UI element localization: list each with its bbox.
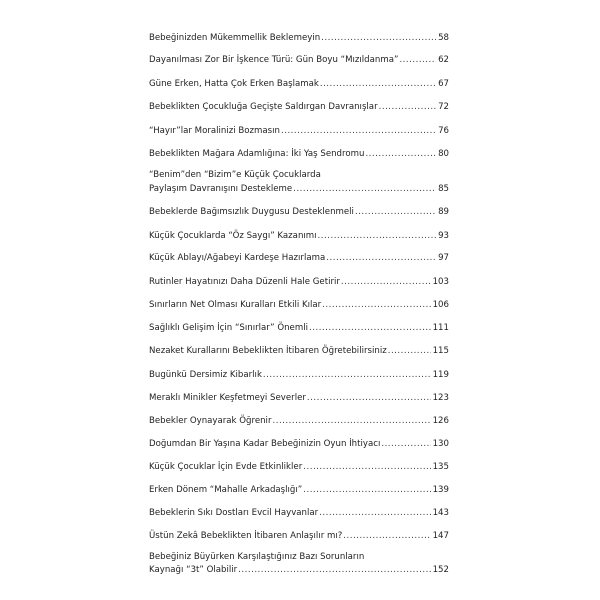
toc-entry (149, 393, 449, 404)
dot-leader (303, 485, 430, 496)
toc-entry (149, 102, 449, 113)
toc-entry (149, 207, 449, 218)
toc-entry-title-line1: “Benim”den “Bizim”e Küçük Çocuklarda (149, 170, 321, 180)
toc-entry-title: Nezaket Kurallarını Bebeklikten İtibaren Öğretebilirsiniz (149, 346, 387, 356)
dot-leader (326, 253, 436, 264)
toc-entry-title: Doğumdan Bir Yaşına Kadar Bebeğinizin Oyun İhtiyacı (149, 439, 381, 449)
dot-leader (309, 323, 431, 334)
toc-entry (149, 565, 449, 576)
toc-entry-page: 135 (432, 462, 449, 472)
toc-entry (149, 370, 449, 381)
toc-entry (149, 508, 449, 519)
toc-entry-title: Üstün Zekâ Bebeklikten İtibaren Anlaşılır mı? (149, 531, 343, 541)
toc-entry (149, 231, 449, 242)
toc-entry (149, 253, 449, 264)
toc-entry-title: Güne Erken, Hatta Çok Erken Başlamak (149, 79, 319, 89)
toc-entry (149, 323, 449, 334)
dot-leader (388, 346, 431, 357)
dot-leader (303, 462, 430, 473)
toc-entry-title: Bebeklikten Mağara Adamlığına: İki Yaş Sendromu (149, 149, 365, 159)
dot-leader (399, 55, 436, 66)
dot-leader (319, 508, 430, 519)
dot-leader (355, 207, 436, 218)
toc-entry-title: Bebeklikten Çocukluğa Geçişte Saldırgan Davranışlar (149, 102, 378, 112)
toc-entry-title: Bebeğinizden Mükemmellik Beklemeyin (149, 33, 321, 43)
toc-entry-title: Bebeklerde Bağımsızlık Duygusu Desteklenmeli (149, 207, 354, 217)
toc-entry-page: 119 (432, 370, 449, 380)
toc-entry-page: 72 (438, 102, 449, 112)
toc-entry-page: 111 (432, 323, 449, 333)
toc-entry-page: 89 (438, 207, 449, 217)
toc-entry-title: Paylaşım Davranışını Destekleme (149, 184, 293, 194)
toc-entry-page: 93 (438, 231, 449, 241)
dot-leader (281, 126, 436, 137)
toc-entry (149, 439, 449, 450)
toc-entry-page: 106 (432, 300, 449, 310)
toc-entry-page: 62 (438, 55, 449, 65)
dot-leader (321, 33, 436, 44)
toc-entry-title: Bugünkü Dersimiz Kibarlık (149, 370, 262, 380)
toc-entry-title: Küçük Çocuklar İçin Evde Etkinlikler (149, 462, 303, 472)
toc-entry (149, 300, 449, 311)
toc-entry-page: 143 (432, 508, 449, 518)
dot-leader (293, 184, 436, 195)
toc-entry-title: Sağlıklı Gelişim İçin “Sınırlar” Önemli (149, 323, 308, 333)
toc-entry-page: 80 (438, 149, 449, 159)
toc-entry-title: Erken Dönem “Mahalle Arkadaşlığı” (149, 485, 303, 495)
toc-entry-page: 103 (432, 277, 449, 287)
toc-entry-page: 85 (438, 184, 449, 194)
toc-entry (149, 346, 449, 357)
toc-entry (149, 126, 449, 137)
toc-entry (149, 485, 449, 496)
toc-entry (149, 416, 449, 427)
toc-entry-page: 139 (432, 485, 449, 495)
toc-entry (149, 79, 449, 90)
toc-entry-title: Kaynağı “3t” Olabilir (149, 565, 238, 575)
toc-entry-page: 97 (438, 253, 449, 263)
toc-entry-title: “Hayır”lar Moralinizi Bozmasın (149, 126, 280, 136)
dot-leader (379, 102, 436, 113)
toc-entry-title: Küçük Ablayı/Ağabeyi Kardeşe Hazırlama (149, 253, 326, 263)
toc-entry-page: 76 (438, 126, 449, 136)
dot-leader (322, 300, 430, 311)
dot-leader (238, 565, 430, 576)
toc-entry (149, 277, 449, 288)
toc-entry-title-line1: Bebeğiniz Büyürken Karşılaştığınız Bazı Sorunların (149, 552, 365, 562)
toc-entry-title: Sınırların Net Olması Kuralları Etkili Kılar (149, 300, 322, 310)
toc-entry-page: 147 (432, 531, 449, 541)
dot-leader (381, 439, 430, 450)
toc-entry-title: Küçük Çocuklarda “Öz Saygı” Kazanımı (149, 231, 317, 241)
dot-leader (263, 370, 431, 381)
dot-leader (307, 393, 431, 404)
toc-entry-page: 67 (438, 79, 449, 89)
dot-leader (272, 416, 430, 427)
dot-leader (365, 149, 436, 160)
toc-entry-page: 152 (432, 565, 449, 575)
dot-leader (343, 531, 430, 542)
toc-entry-page: 115 (432, 346, 449, 356)
toc-entry-title: Bebekler Oynayarak Öğrenir (149, 416, 272, 426)
toc-entry-page: 130 (432, 439, 449, 449)
dot-leader (320, 79, 436, 90)
dot-leader (341, 277, 431, 288)
toc-entry (149, 531, 449, 542)
toc-entry-page: 58 (438, 33, 449, 43)
toc-entry (149, 33, 449, 44)
dot-leader (318, 231, 437, 242)
toc-entry-page: 126 (432, 416, 449, 426)
toc-entry-page: 123 (432, 393, 449, 403)
toc-entry (149, 184, 449, 195)
toc-entry (149, 55, 449, 66)
toc-entry-title: Bebeklerin Sıkı Dostları Evcil Hayvanlar (149, 508, 319, 518)
toc-entry-title: Meraklı Minikler Keşfetmeyi Severler (149, 393, 306, 403)
toc-entry-title: Rutinler Hayatınızı Daha Düzenli Hale Getirir (149, 277, 340, 287)
toc-entry (149, 462, 449, 473)
toc-entry (149, 149, 449, 160)
toc-entry-title: Dayanılması Zor Bir İşkence Türü: Gün Boyu “Mızıldanma” (149, 55, 399, 65)
